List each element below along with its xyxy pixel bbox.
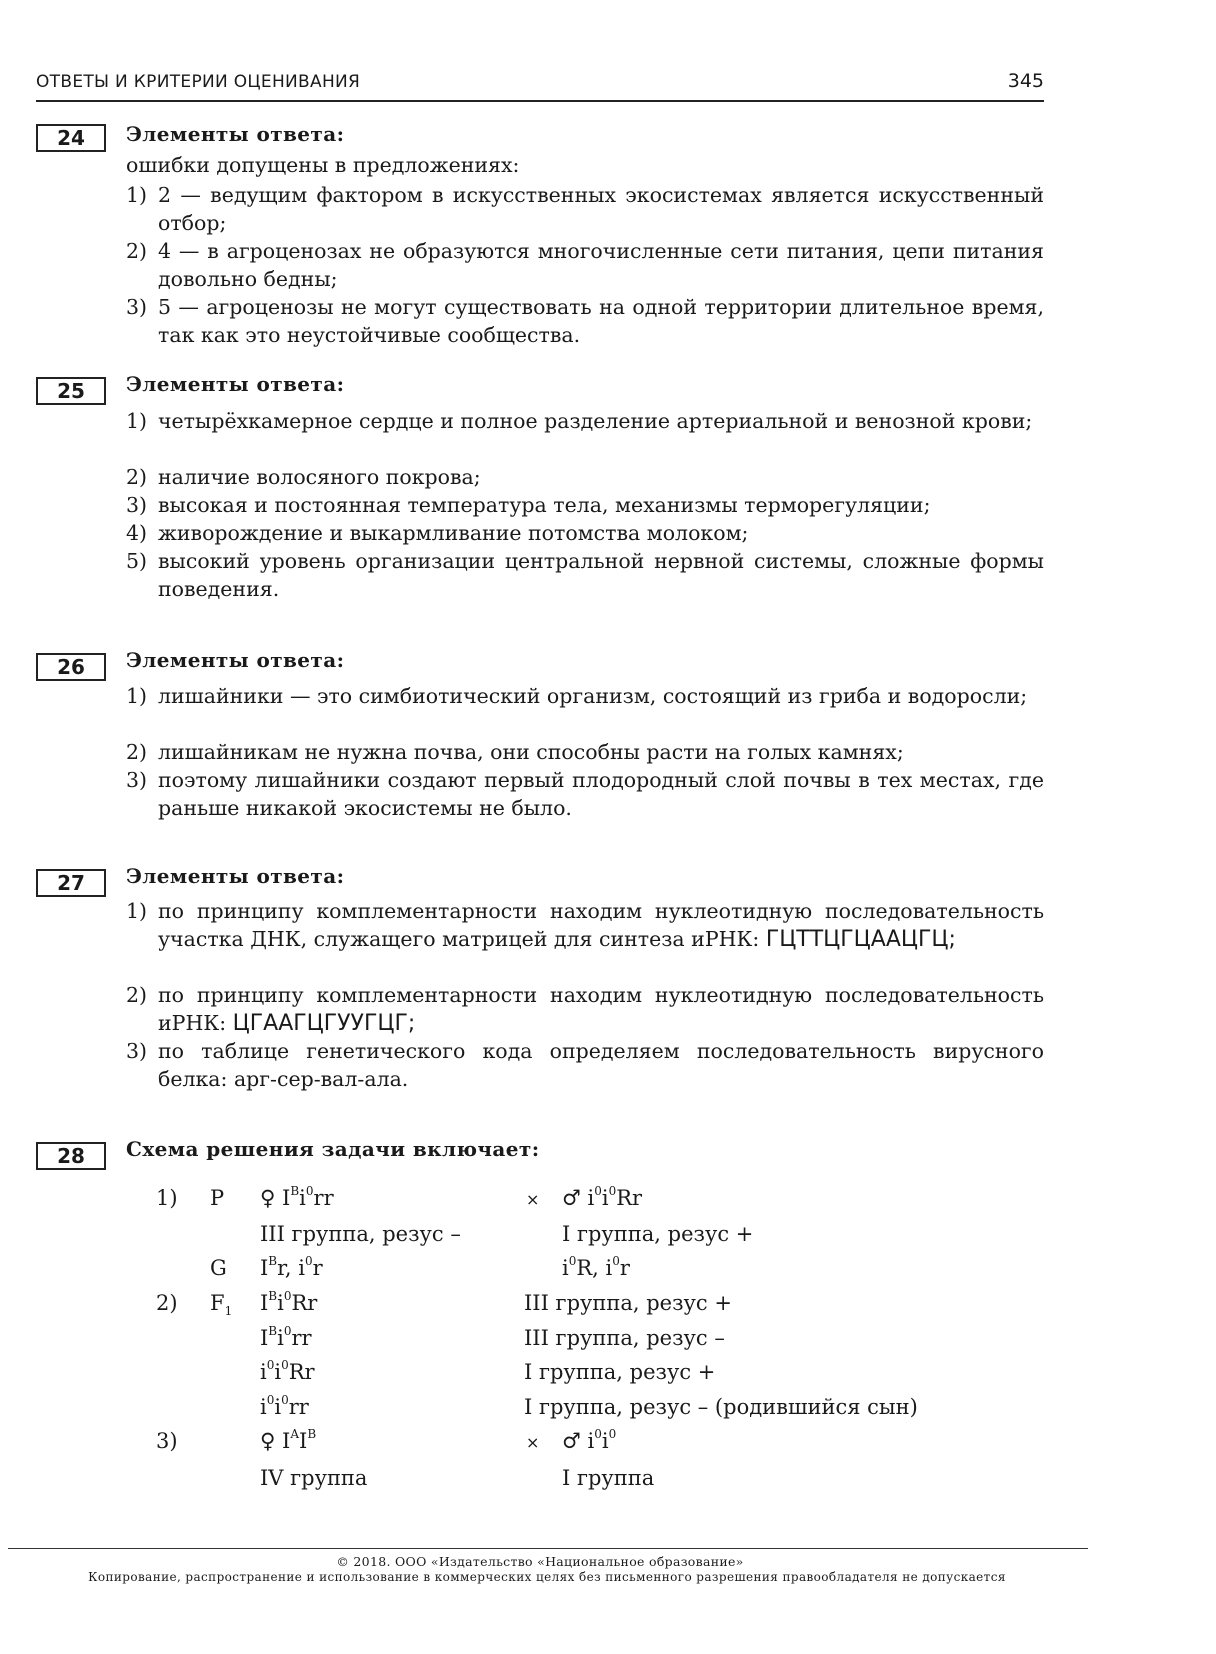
item-text: живорождение и выкармливание потомства молоком; bbox=[158, 521, 749, 545]
answer-item bbox=[126, 293, 1044, 349]
item-number: 4) bbox=[126, 521, 148, 545]
answer-item bbox=[126, 682, 1044, 710]
item-text: поэтому лишайники создают первый плодородный слой почвы в тех местах, где раньше никакой экосистемы не было. bbox=[158, 768, 1044, 820]
answer-intro: ошибки допущены в предложениях: bbox=[126, 153, 520, 177]
item-number: 5) bbox=[126, 549, 148, 573]
offspring-genotype: $I^Bi^0rr$ bbox=[260, 1324, 312, 1350]
item-text: лишайникам не нужна почва, они способны расти на голых камнях; bbox=[158, 740, 904, 764]
item-number: 2) bbox=[126, 465, 148, 489]
answer-item bbox=[126, 738, 1044, 766]
answer-item bbox=[126, 519, 1044, 547]
father-phenotype: I группа, резус + bbox=[562, 1222, 754, 1246]
offspring-phenotype: I группа, резус – (родившийся сын) bbox=[524, 1395, 918, 1419]
item-text: 2 — ведущим фактором в искусственных экосистемах является искусственный отбор; bbox=[158, 183, 1044, 235]
answer-item bbox=[126, 981, 1044, 1038]
answer-heading: Элементы ответа: bbox=[126, 864, 345, 888]
item-number: 1) bbox=[126, 409, 148, 433]
cross-sign: × bbox=[526, 1433, 540, 1452]
answer-item bbox=[126, 181, 1044, 237]
item-number: 2) bbox=[126, 740, 148, 764]
answer-item bbox=[126, 897, 1044, 954]
mother-genotype: ♀ $I^Bi^0rr$ bbox=[260, 1184, 334, 1210]
answer-item bbox=[126, 237, 1044, 293]
father-genotype: ♂ $i^0i^0Rr$ bbox=[562, 1184, 643, 1210]
female-symbol: ♀ bbox=[260, 1186, 276, 1210]
rna-sequence: ЦГААГЦГУУГЦГ; bbox=[232, 1011, 416, 1036]
answer-item bbox=[126, 463, 1044, 491]
step-number: 3) bbox=[156, 1429, 178, 1453]
question-number-box: 27 bbox=[36, 869, 106, 897]
mother-genotype: ♀ $I^AI^B$ bbox=[260, 1427, 317, 1453]
item-text: по принципу комплементарности находим нуклеотидную последовательность иРНК: bbox=[158, 983, 1044, 1035]
dna-sequence: ГЦТТЦГЦААЦГЦ; bbox=[765, 927, 956, 952]
father-gametes: $i^0R$, $i^0r$ bbox=[562, 1254, 630, 1280]
mother-phenotype: IV группа bbox=[260, 1466, 368, 1490]
item-text: по таблице генетического кода определяем последовательность вирусного белка: арг-сер-вал-ала. bbox=[158, 1039, 1044, 1091]
question-number-box: 25 bbox=[36, 377, 106, 405]
mother-phenotype: III группа, резус – bbox=[260, 1222, 461, 1246]
step-number: 2) bbox=[156, 1291, 178, 1315]
offspring-genotype: $i^0i^0rr$ bbox=[260, 1393, 309, 1419]
footer-divider bbox=[8, 1548, 1088, 1549]
answer-heading: Элементы ответа: bbox=[126, 122, 345, 146]
f1-label: $F_1$ bbox=[210, 1291, 233, 1319]
item-number: 1) bbox=[126, 183, 148, 207]
page-number: 345 bbox=[1007, 70, 1044, 92]
item-text: четырёхкамерное сердце и полное разделение артериальной и венозной крови; bbox=[158, 409, 1033, 433]
gametes-label: G bbox=[210, 1256, 227, 1280]
item-text: по принципу комплементарности находим нуклеотидную последовательность участка ДНК, служащего матрицей для синтеза иРНК: bbox=[158, 899, 1044, 951]
offspring-phenotype: I группа, резус + bbox=[524, 1360, 716, 1384]
father-phenotype: I группа bbox=[562, 1466, 655, 1490]
step-number: 1) bbox=[156, 1186, 178, 1210]
answer-item bbox=[126, 547, 1044, 603]
item-number: 2) bbox=[126, 239, 148, 263]
offspring-genotype: $I^Bi^0Rr$ bbox=[260, 1289, 318, 1315]
male-symbol: ♂ bbox=[562, 1429, 581, 1453]
offspring-phenotype: III группа, резус + bbox=[524, 1291, 732, 1315]
question-number-box: 26 bbox=[36, 653, 106, 681]
item-text: 4 — в агроценозах не образуются многочисленные сети питания, цепи питания довольно бедны; bbox=[158, 239, 1044, 291]
cross-sign: × bbox=[526, 1190, 540, 1209]
item-number: 3) bbox=[126, 1039, 148, 1063]
item-number: 3) bbox=[126, 295, 148, 319]
male-symbol: ♂ bbox=[562, 1186, 581, 1210]
offspring-phenotype: III группа, резус – bbox=[524, 1326, 725, 1350]
father-genotype: ♂ $i^0i^0$ bbox=[562, 1427, 617, 1453]
item-number: 2) bbox=[126, 983, 148, 1007]
female-symbol: ♀ bbox=[260, 1429, 276, 1453]
item-text: 5 — агроценозы не могут существовать на одной территории длительное время, так как это неустойчивые сообщества. bbox=[158, 295, 1044, 347]
answer-item bbox=[126, 407, 1044, 435]
item-number: 1) bbox=[126, 684, 148, 708]
solution-heading: Схема решения задачи включает: bbox=[126, 1137, 540, 1161]
item-number: 1) bbox=[126, 899, 148, 923]
item-text: высокий уровень организации центральной нервной системы, сложные формы поведения. bbox=[158, 549, 1044, 601]
mother-gametes: $I^Br$, $i^0r$ bbox=[260, 1254, 323, 1280]
answer-item bbox=[126, 491, 1044, 519]
section-title: ОТВЕТЫ И КРИТЕРИИ ОЦЕНИВАНИЯ bbox=[36, 72, 361, 92]
item-number: 3) bbox=[126, 493, 148, 517]
offspring-genotype: $i^0i^0Rr$ bbox=[260, 1358, 315, 1384]
item-text: высокая и постоянная температура тела, механизмы терморегуляции; bbox=[158, 493, 931, 517]
answer-heading: Элементы ответа: bbox=[126, 372, 345, 396]
page-header bbox=[36, 70, 1044, 102]
answer-item bbox=[126, 766, 1044, 822]
question-number-box: 24 bbox=[36, 124, 106, 152]
item-text: лишайники — это симбиотический организм, состоящий из гриба и водоросли; bbox=[158, 684, 1028, 708]
question-number-box: 28 bbox=[36, 1142, 106, 1170]
item-text: наличие волосяного покрова; bbox=[158, 465, 481, 489]
copyright-text: © 2018. ООО «Издательство «Национальное образование» bbox=[336, 1554, 744, 1569]
parents-label: P bbox=[210, 1186, 225, 1210]
copyright-notice: Копирование, распространение и использование в коммерческих целях без письменного разрешения правообладателя не допускается bbox=[88, 1570, 1006, 1584]
item-number: 3) bbox=[126, 768, 148, 792]
answer-item bbox=[126, 1037, 1044, 1093]
answer-heading: Элементы ответа: bbox=[126, 648, 345, 672]
